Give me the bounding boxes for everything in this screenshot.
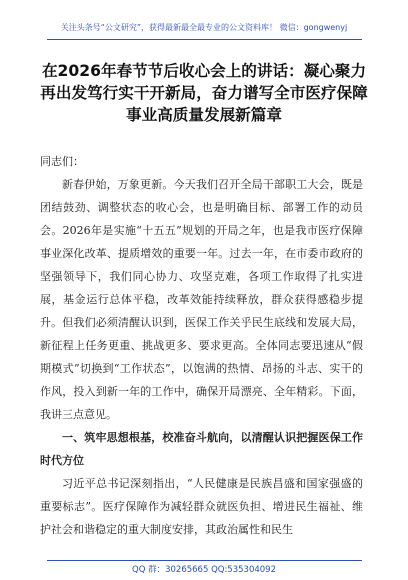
header-divider [47, 39, 362, 40]
paragraph-intro: 新春伊始，万象更新。今天我们召开全局干部职工大会，既是团结鼓劲、调整状态的收心会，也是明确目标、部署工作的动员会。2026年是实施“十五五”规划的开局之年，也是我市医疗保障事业深化改革、提质增效的重要一年。过去一年，在市委市政府的坚强领导下，我们同心协力、攻坚克难，各项工作取得了扎实进展，基金运行总体平稳，改革效能持续释放，群众获得感稳步提升。但我们必须清醒认识到，医保工作关乎民生底线和发展大局，新征程上任务更重、挑战更多、要求更高。全体同志要迅速从“假期模式”切换到“工作状态”，以饱满的热情、昂扬的斗志、实干的作风，投入到新一年的工作中，确保开局漂亮、全年精彩。下面，我讲三点意见。 [40, 178, 363, 421]
section-1-heading: 一、筑牢思想根基，校准奋斗航向，以清醒认识把握医保工作时代方位 [40, 431, 363, 467]
header-banner-text: 关注头条号“公文研究”，获得最新最全最专业的公文资料库！ 微信：gongwenyj [60, 23, 348, 32]
paragraph-section-1: 习近平总书记深刻指出，“人民健康是民族昌盛和国家强盛的重要标志”。医疗保障作为减轻群众就医负担、增进民生福祉、维护社会和谐稳定的重大制度安排，其政治属性和民生 [40, 477, 363, 536]
footer-contact: QQ 群：30265665 QQ:535304092 [132, 565, 276, 575]
document-body [40, 150, 363, 541]
salutation: 同志们： [40, 155, 84, 168]
footer-divider [47, 560, 362, 561]
header-banner [0, 0, 408, 40]
document-title: 在2026年春节节后收心会上的讲话：凝心聚力再出发笃行实干开新局，奋力谱写全市医疗保障事业高质量发展新篇章 [40, 62, 368, 124]
